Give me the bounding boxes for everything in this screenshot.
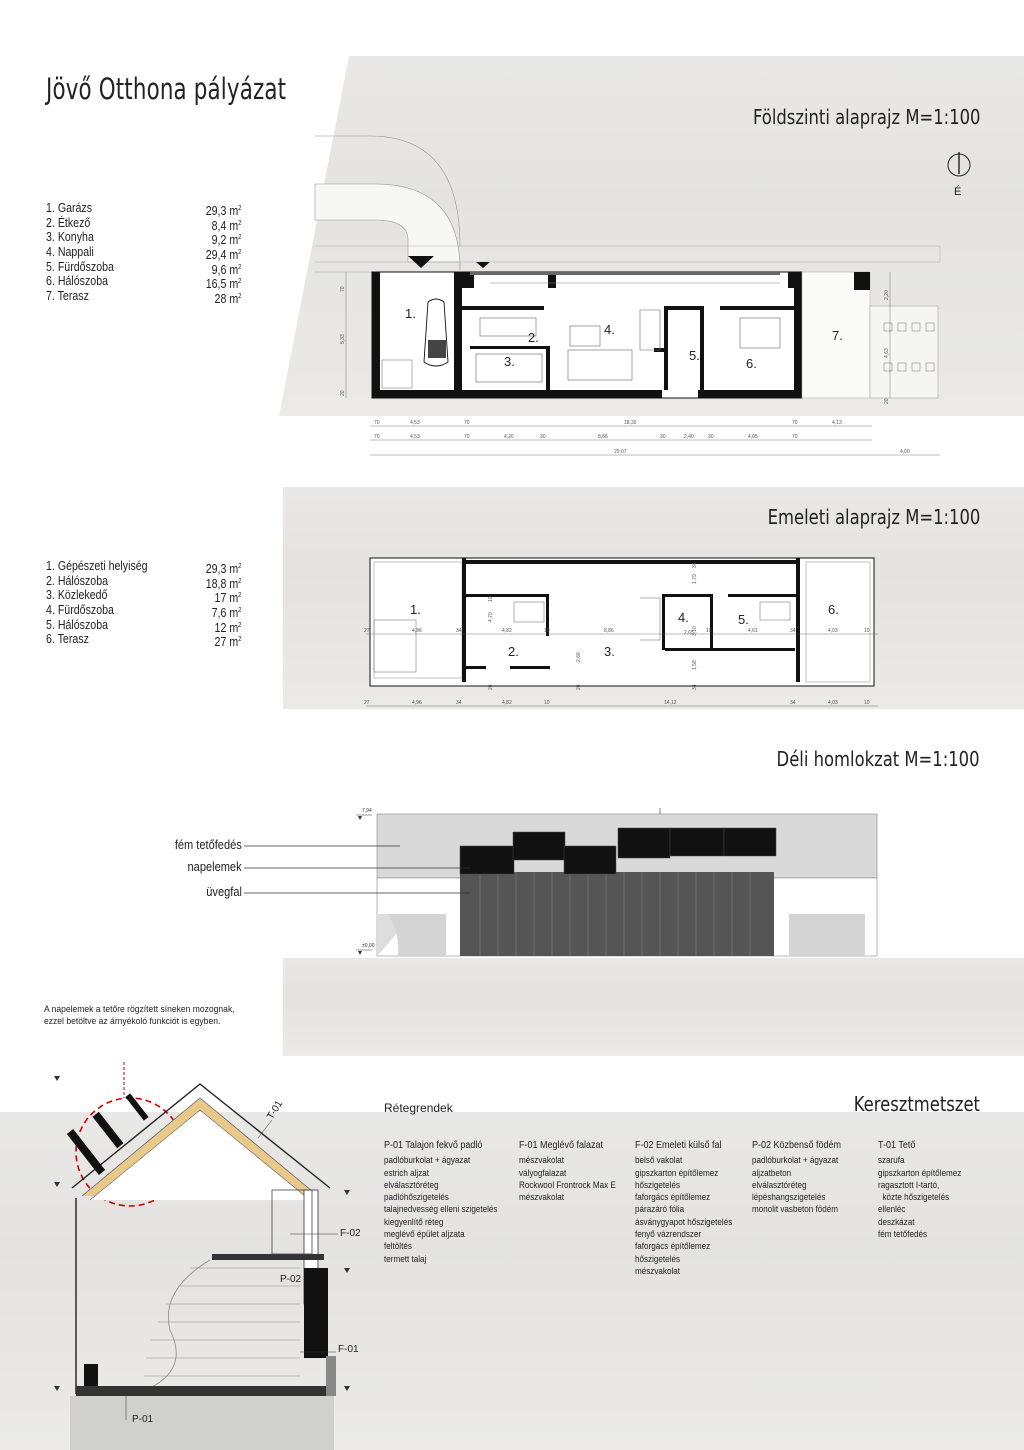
dim-text: 70	[464, 420, 470, 426]
layer-item: gipszkarton építőlemez	[878, 1167, 962, 1178]
dim-text: 2,65	[684, 630, 694, 636]
ground-floor-plan	[0, 0, 1024, 470]
dim-text: 2,20	[884, 290, 890, 300]
cross-section	[0, 1040, 380, 1450]
dim-text: 70	[374, 420, 380, 426]
upper-plan-label-3: 3.	[604, 644, 615, 659]
dim-text: 10	[544, 700, 550, 706]
section-tag-f01: F-01	[338, 1344, 359, 1355]
room-row: 1. Garázs 29,3 $m^2$	[46, 201, 242, 219]
layer-item: vályogfalazat	[519, 1167, 567, 1178]
dim-text: 4,82	[502, 628, 512, 634]
section-note-line-1: A napelemek a tetőre rögzített síneken mozognak,	[44, 1004, 235, 1015]
layer-item: padlóhőszigetelés	[384, 1192, 449, 1203]
section-note-line-2: ezzel betöltve az árnyékoló funkciót is egyben.	[44, 1016, 221, 1027]
plan-label-7: 7.	[832, 328, 843, 343]
room-row: 5. Hálószoba 12 $m^2$	[46, 617, 242, 635]
plan-label-3: 3.	[504, 354, 515, 369]
dim-text: 4,13	[832, 420, 842, 426]
layer-item: padlóburkolat + ágyazat	[752, 1155, 839, 1166]
plan-label-4: 4.	[604, 322, 615, 337]
upper-floor-title: Emeleti alaprajz M=1:100	[767, 505, 980, 529]
upper-plan-label-6: 6.	[828, 602, 839, 617]
dim-text: 10	[544, 628, 550, 634]
layer-item: mészvakolat	[519, 1192, 565, 1203]
dim-text: 70	[792, 420, 798, 426]
room-row: 1. Gépészeti helyiség 29,3 $m^2$	[46, 559, 242, 577]
dim-text: 4,53	[410, 434, 420, 440]
section-note	[44, 1004, 235, 1028]
dim-text: 27	[364, 628, 370, 634]
dim-text: 29,07	[614, 449, 627, 455]
layer-item: lépéshangszigetelés	[752, 1192, 826, 1203]
layers-heading: Rétegrendek	[384, 1101, 453, 1115]
level-ground: ±0,00	[362, 943, 375, 949]
dim-text: 4,26	[504, 434, 514, 440]
layer-item: faforgács építőlemez	[635, 1192, 711, 1203]
dim-text: 4,96	[412, 700, 422, 706]
dim-text: 30	[540, 434, 546, 440]
board-title: Jövő Otthona pályázat	[46, 72, 287, 106]
layer-column-p02	[752, 1140, 856, 1216]
layer-item: ellenléc	[878, 1204, 906, 1215]
dim-text: 34	[790, 628, 796, 634]
dim-text: 4,00	[900, 449, 910, 455]
layer-item: meglévő épület aljzata	[384, 1229, 465, 1240]
dim-text: 4,53	[410, 420, 420, 426]
section-title: Keresztmetszet	[853, 1092, 980, 1116]
dim-text: 4,70	[488, 612, 494, 622]
dim-text: 3,10	[692, 626, 698, 636]
upper-plan-label-4: 4.	[678, 610, 689, 625]
ground-floor-title: Földszinti alaprajz M=1:100	[752, 105, 980, 129]
level-top: 7,94	[362, 808, 372, 814]
dim-text: 18,32	[624, 420, 637, 426]
dim-text: 34	[456, 700, 462, 706]
dim-text: 10	[864, 700, 870, 706]
dim-text: 70	[340, 286, 346, 292]
room-row: 6. Terasz 27 $m^2$	[46, 632, 242, 650]
facade-ground-backdrop	[283, 958, 1024, 1056]
layer-item: elválasztóréteg	[752, 1179, 807, 1190]
dim-text: 26	[488, 684, 494, 690]
dim-text: 8,86	[604, 628, 614, 634]
dim-text: 4,96	[412, 628, 422, 634]
dim-text: 30	[708, 434, 714, 440]
layer-item: ragasztott I-tartó,	[878, 1179, 940, 1190]
facade-label-glass: üvegfal	[206, 884, 242, 899]
dim-text: 4,03	[828, 700, 838, 706]
dim-text: 20	[340, 390, 346, 396]
layer-column-p01	[384, 1140, 503, 1265]
upper-floor-plan	[0, 540, 1024, 720]
layer-item: elválasztóréteg	[384, 1179, 439, 1190]
section-tag-t01: T-01	[265, 1098, 286, 1122]
layer-item: padlóburkolat + ágyazat	[384, 1155, 471, 1166]
dim-text: 2,40	[684, 434, 694, 440]
room-row: 2. Hálószoba 18,8 $m^2$	[46, 573, 242, 591]
dim-text: 34	[692, 684, 698, 690]
layer-title: T-01 Tető	[878, 1140, 916, 1151]
room-row: 4. Nappali 29,4 $m^2$	[46, 244, 242, 263]
dim-text: 4,61	[748, 628, 758, 634]
dim-text: 4,05	[748, 434, 758, 440]
dim-text: 1,79	[692, 574, 698, 584]
layer-item: fenyő vázrendszer	[635, 1229, 702, 1240]
layer-item: mészvakolat	[519, 1155, 565, 1166]
layer-item: Rockwool Frontrock Max E	[519, 1179, 616, 1190]
room-row: 4. Fürdőszoba 7,6 $m^2$	[46, 602, 242, 621]
layer-title: P-02 Közbenső födém	[752, 1140, 842, 1151]
layer-item: kiegyenlítő réteg	[384, 1216, 444, 1227]
layer-item: estrich aljzat	[384, 1167, 430, 1178]
dim-text: 70	[792, 434, 798, 440]
layer-item: mészvakolat	[635, 1265, 681, 1276]
dim-text: 5,33	[340, 334, 346, 344]
dim-text: 10	[706, 628, 712, 634]
layer-item: szarufa	[878, 1155, 905, 1166]
dim-text: 4,82	[502, 700, 512, 706]
layer-column-f02	[635, 1140, 739, 1277]
layer-item: faforgács építőlemez	[635, 1241, 711, 1252]
layer-item: aljzatbeton	[752, 1167, 792, 1178]
dim-text: 27	[364, 700, 370, 706]
layer-item: hőszigetelés	[635, 1179, 681, 1190]
section-tag-f02: F-02	[340, 1228, 361, 1239]
layer-column-f01	[519, 1140, 623, 1203]
layer-title: F-02 Emeleti külső fal	[635, 1140, 722, 1151]
plan-label-6: 6.	[746, 356, 757, 371]
dim-text: 34	[456, 628, 462, 634]
dim-text: 14,12	[664, 700, 677, 706]
layer-item: belső vakolat	[635, 1155, 683, 1166]
dim-text: 30	[660, 434, 666, 440]
room-row: 2. Étkező 8,4 $m^2$	[46, 215, 242, 233]
plan-label-5: 5.	[689, 348, 700, 363]
upper-plan-label-5: 5.	[738, 612, 749, 627]
dim-text: 70	[464, 434, 470, 440]
upper-plan-label-1: 1.	[410, 602, 421, 617]
room-row: 7. Terasz 28 $m^2$	[46, 288, 242, 307]
layer-item: feltöltés	[384, 1241, 412, 1252]
south-facade	[0, 800, 1024, 960]
layer-item: monolit vasbeton födém	[752, 1204, 839, 1215]
layer-title: P-01 Talajon fekvő padló	[384, 1140, 483, 1151]
dim-text: 34	[692, 562, 698, 568]
layer-item: gipszkarton építőlemez	[635, 1167, 719, 1178]
layer-item: fém tetőfedés	[878, 1229, 928, 1240]
dim-text: 4,63	[884, 348, 890, 358]
layer-item: párazáró fólia	[635, 1204, 685, 1215]
layer-column-t01	[878, 1140, 982, 1240]
section-tag-p01: P-01	[132, 1414, 154, 1425]
layer-item: termett talaj	[384, 1253, 427, 1264]
facade-label-solar: napelemek	[187, 859, 242, 874]
room-row: 3. Közlekedő 17 $m^2$	[46, 588, 242, 606]
layer-item: közte hőszigetelés	[878, 1192, 950, 1203]
upper-plan-label-2: 2.	[508, 644, 519, 659]
section-tag-p02: P-02	[280, 1274, 302, 1285]
facade-label-roof: fém tetőfedés	[175, 837, 242, 852]
plan-label-2: 2.	[528, 330, 539, 345]
plan-label-1: 1.	[405, 306, 416, 321]
room-row: 5. Fürdőszoba 9,6 $m^2$	[46, 259, 242, 277]
layer-item: hőszigetelés	[635, 1253, 681, 1264]
room-row: 3. Konyha 9,2 $m^2$	[46, 230, 242, 248]
room-row: 6. Hálószoba 16,5 $m^2$	[46, 274, 242, 292]
layer-title: F-01 Meglévő falazat	[519, 1140, 604, 1151]
dim-text: 34	[790, 700, 796, 706]
dim-text: 2,66	[576, 652, 582, 662]
dim-text: 10	[488, 596, 494, 602]
dim-text: 26	[576, 684, 582, 690]
dim-text: 10	[864, 628, 870, 634]
dim-text: 1,58	[692, 660, 698, 670]
layer-item: talajnedvesség elleni szigetelés	[384, 1204, 498, 1215]
layer-item: deszkázat	[878, 1216, 915, 1227]
dim-text: 4,03	[828, 628, 838, 634]
facade-title: Déli homlokzat M=1:100	[776, 747, 980, 771]
dim-text: 20	[884, 398, 890, 404]
dim-text: 8,66	[598, 434, 608, 440]
dim-text: 70	[374, 434, 380, 440]
north-label: É	[954, 186, 962, 198]
layer-item: ásványgyapot hőszigetelés	[635, 1216, 733, 1227]
